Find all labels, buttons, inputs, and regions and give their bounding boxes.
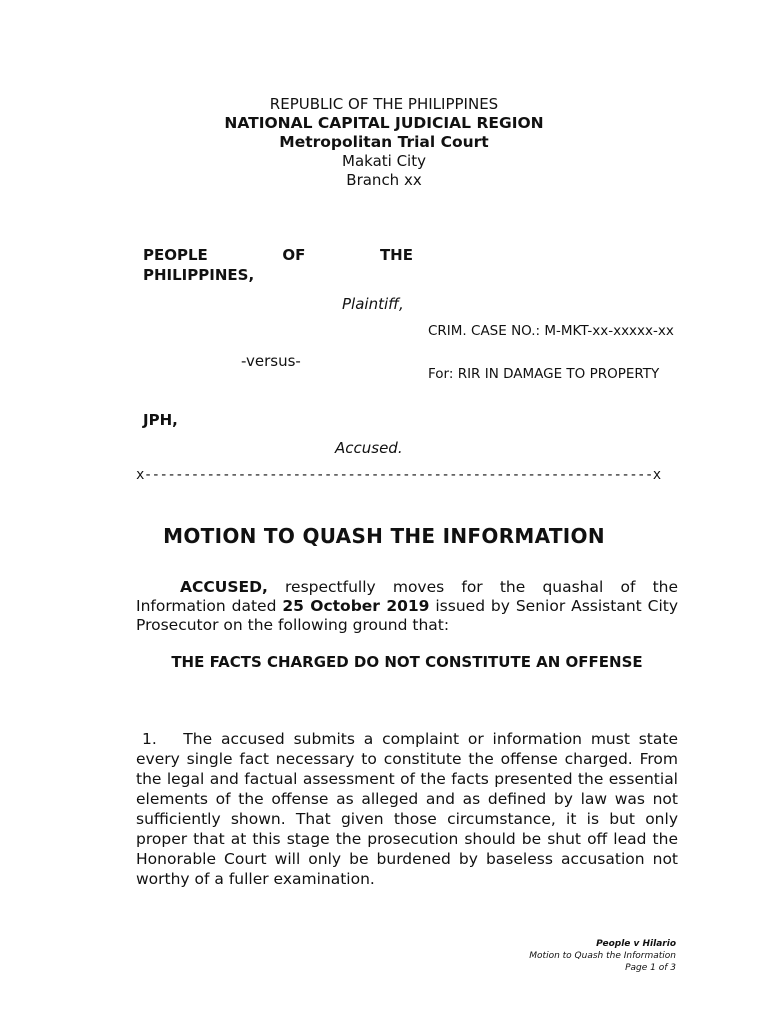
accused-name: JPH, [143, 411, 178, 429]
intro-paragraph [136, 578, 678, 635]
intro-text-1: respectfully moves for the quashal of the Information dated [136, 578, 678, 615]
plaintiff-word-1: PEOPLE [143, 246, 208, 264]
paragraph-1-number: 1. [142, 730, 157, 748]
footer-case-title: People v Hilario [596, 939, 676, 949]
plaintiff-label: Plaintiff, [342, 295, 404, 313]
footer-page-number: Page 1 of 3 [625, 963, 676, 973]
intro-date: 25 October 2019 [282, 597, 430, 615]
header-branch: Branch xx [346, 171, 422, 189]
header-republic: REPUBLIC OF THE PHILIPPINES [269, 95, 499, 113]
document-title: MOTION TO QUASH THE INFORMATION [163, 524, 605, 548]
plaintiff-word-3: THE [379, 246, 413, 264]
plaintiff-word-2: OF [282, 246, 306, 264]
header-court: Metropolitan Trial Court [279, 133, 489, 151]
footer-doc-title: Motion to Quash the Information [529, 951, 676, 961]
plaintiff-party [143, 245, 413, 285]
court-header [0, 95, 768, 190]
ground-heading: THE FACTS CHARGED DO NOT CONSTITUTE AN OFFENSE [171, 653, 643, 671]
page-footer [529, 938, 676, 974]
paragraph-1 [136, 729, 678, 889]
header-region: NATIONAL CAPITAL JUDICIAL REGION [224, 114, 544, 132]
accused-label: Accused. [335, 439, 403, 457]
header-city: Makati City [342, 152, 426, 170]
caption-divider: x-----------------------------------------------------------------x [136, 467, 661, 483]
intro-text-2: issued by Senior Assistant City Prosecutor on the following ground that: [136, 597, 679, 634]
versus-label: -versus- [241, 352, 301, 370]
case-number: CRIM. CASE NO.: M-MKT-xx-xxxxx-xx [428, 323, 674, 339]
intro-accused: ACCUSED, [180, 578, 268, 596]
case-charge: For: RIR IN DAMAGE TO PROPERTY [428, 366, 660, 382]
plaintiff-word-4: PHILIPPINES, [143, 266, 255, 284]
paragraph-1-text: The accused submits a complaint or information must state every single fact necessary to constitute the offense charged. From the legal and factual assessment of the facts presented the essential elements of the offense as alleged and as defined by law was not sufficiently shown. That given those circumstance, it is but only proper that at this stage the prosecution should be shut off lead the Honorable Court will only be burdened by baseless accusation not worthy of a fuller examination. [136, 730, 678, 888]
